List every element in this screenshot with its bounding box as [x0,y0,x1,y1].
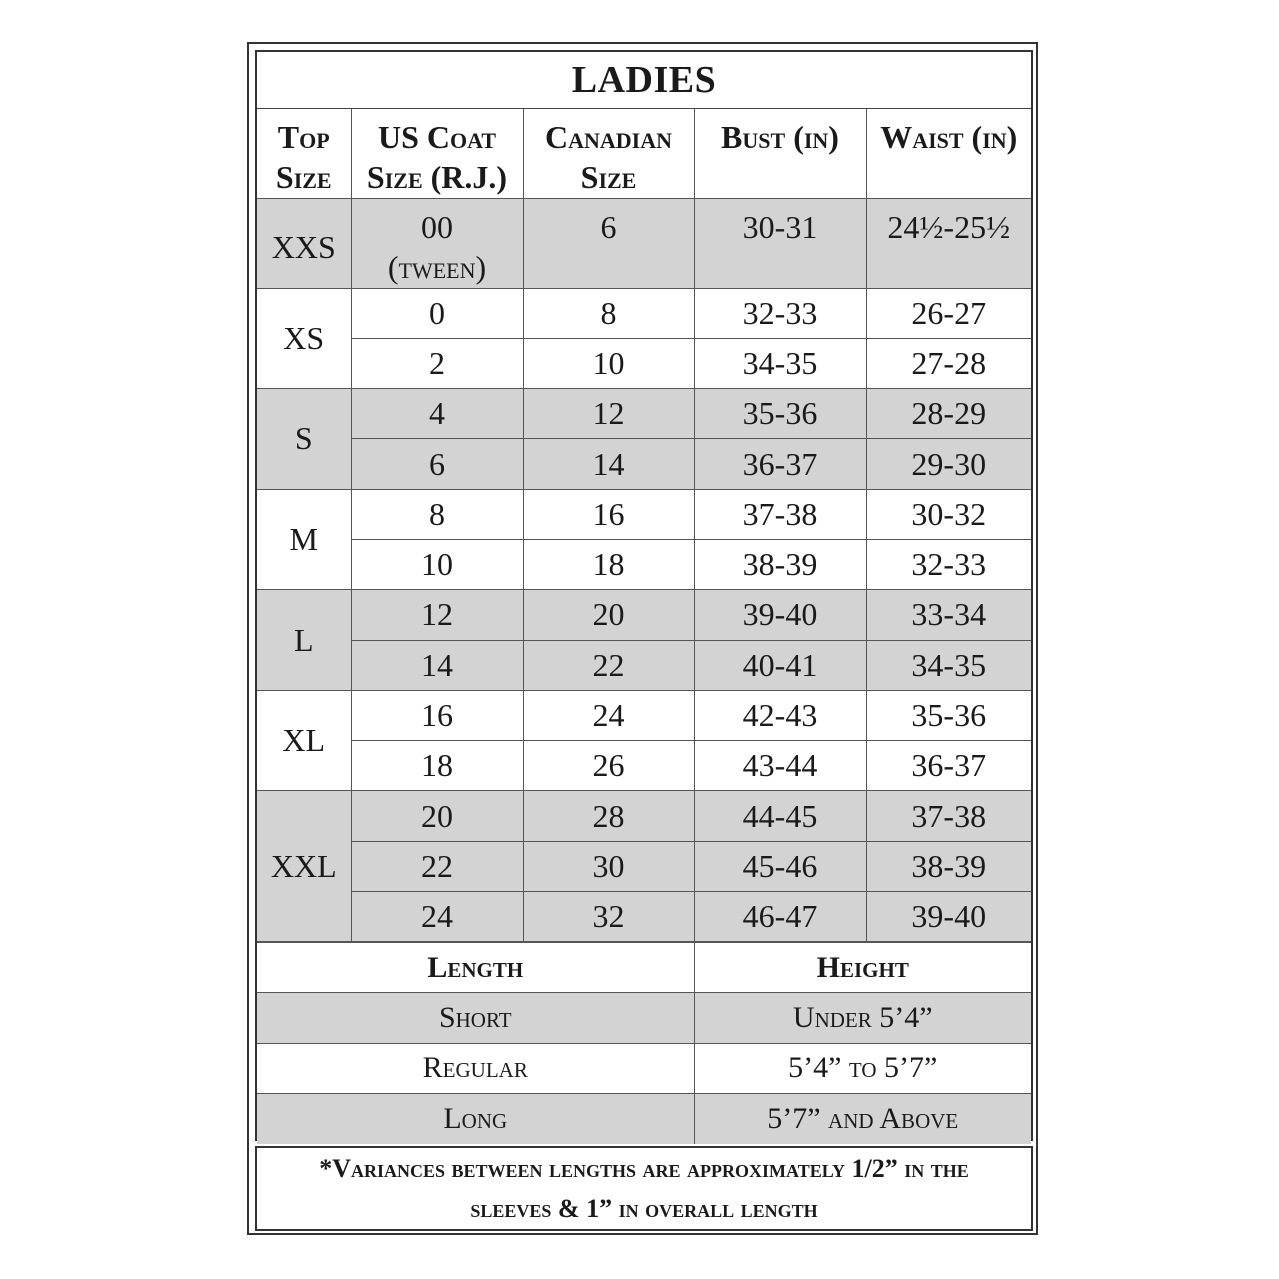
table-row [257,489,1031,539]
header-waist: Waist (in) [866,109,1031,198]
header-top-size: Top Size [257,109,351,198]
bust-cell: 46-47 [694,892,866,942]
top-size-cell: S [257,389,351,490]
bust-cell: 39-40 [694,590,866,640]
canadian-cell: 8 [523,288,694,338]
height-cell: 5’4” to 5’7” [694,1043,1031,1093]
variance-note-box [255,1146,1033,1231]
us-coat-cell: 0 [351,288,523,338]
us-coat-note: (tween) [387,248,487,285]
table-row [257,791,1031,841]
bust-cell: 37-38 [694,489,866,539]
length-cell: Regular [257,1043,694,1093]
table-row [257,539,1031,589]
us-coat-cell: 4 [351,389,523,439]
canadian-cell: 20 [523,590,694,640]
us-coat-cell: 8 [351,489,523,539]
bust-cell: 40-41 [694,640,866,690]
us-coat-value: 00 [421,208,453,245]
size-table [257,109,1031,942]
top-size-cell: XS [257,288,351,389]
header-bust: Bust (in) [694,109,866,198]
table-row [257,590,1031,640]
us-coat-cell: 10 [351,539,523,589]
waist-cell: 36-37 [866,741,1031,791]
us-coat-cell: 22 [351,841,523,891]
table-row [257,640,1031,690]
canadian-cell: 10 [523,338,694,388]
waist-cell: 26-27 [866,288,1031,338]
waist-cell: 37-38 [866,791,1031,841]
table-row [257,439,1031,489]
top-size-cell: XXL [257,791,351,942]
us-coat-cell: 16 [351,690,523,740]
waist-cell: 33-34 [866,590,1031,640]
waist-cell: 38-39 [866,841,1031,891]
bust-cell: 32-33 [694,288,866,338]
bust-cell: 43-44 [694,741,866,791]
waist-cell: 27-28 [866,338,1031,388]
bust-cell: 42-43 [694,690,866,740]
top-size-cell: XL [257,690,351,791]
canadian-cell: 24 [523,690,694,740]
chart-title: LADIES [257,52,1031,109]
canadian-cell: 6 [523,198,694,288]
canadian-cell: 12 [523,389,694,439]
us-coat-cell: 12 [351,590,523,640]
us-coat-cell [351,198,523,288]
us-coat-cell: 14 [351,640,523,690]
canadian-cell: 30 [523,841,694,891]
header-row [257,109,1031,198]
waist-cell: 24½-25½ [866,198,1031,288]
length-table [257,942,1031,1144]
us-coat-cell: 20 [351,791,523,841]
bust-cell: 38-39 [694,539,866,589]
canadian-cell: 32 [523,892,694,942]
waist-cell: 32-33 [866,539,1031,589]
canadian-cell: 18 [523,539,694,589]
waist-cell: 35-36 [866,690,1031,740]
table-row [257,198,1031,288]
table-row [257,690,1031,740]
header-canadian-size: Canadian Size [523,109,694,198]
length-row [257,1093,1031,1143]
us-coat-cell: 6 [351,439,523,489]
table-row [257,288,1031,338]
us-coat-cell: 18 [351,741,523,791]
bust-cell: 44-45 [694,791,866,841]
waist-cell: 39-40 [866,892,1031,942]
table-row [257,389,1031,439]
top-size-cell: XXS [257,198,351,288]
us-coat-cell: 24 [351,892,523,942]
header-us-coat-size: US Coat Size (R.J.) [351,109,523,198]
bust-cell: 36-37 [694,439,866,489]
top-size-cell: M [257,489,351,590]
length-cell: Long [257,1093,694,1143]
canadian-cell: 26 [523,741,694,791]
us-coat-cell: 2 [351,338,523,388]
bust-cell: 34-35 [694,338,866,388]
canadian-cell: 28 [523,791,694,841]
waist-cell: 34-35 [866,640,1031,690]
length-header-row [257,943,1031,993]
length-row [257,993,1031,1043]
height-cell: Under 5’4” [694,993,1031,1043]
table-row [257,338,1031,388]
variance-note: *Variances between lengths are approximately 1/2” in the sleeves & 1” in overall length [319,1153,969,1223]
bust-cell: 45-46 [694,841,866,891]
height-cell: 5’7” and Above [694,1093,1031,1143]
waist-cell: 29-30 [866,439,1031,489]
bust-cell: 35-36 [694,389,866,439]
header-length: Length [257,943,694,993]
canadian-cell: 16 [523,489,694,539]
waist-cell: 30-32 [866,489,1031,539]
top-size-cell: L [257,590,351,691]
bust-cell: 30-31 [694,198,866,288]
table-row [257,892,1031,942]
size-chart [255,50,1033,1141]
waist-cell: 28-29 [866,389,1031,439]
header-height: Height [694,943,1031,993]
length-cell: Short [257,993,694,1043]
canadian-cell: 22 [523,640,694,690]
table-row [257,841,1031,891]
table-row [257,741,1031,791]
canadian-cell: 14 [523,439,694,489]
length-row [257,1043,1031,1093]
